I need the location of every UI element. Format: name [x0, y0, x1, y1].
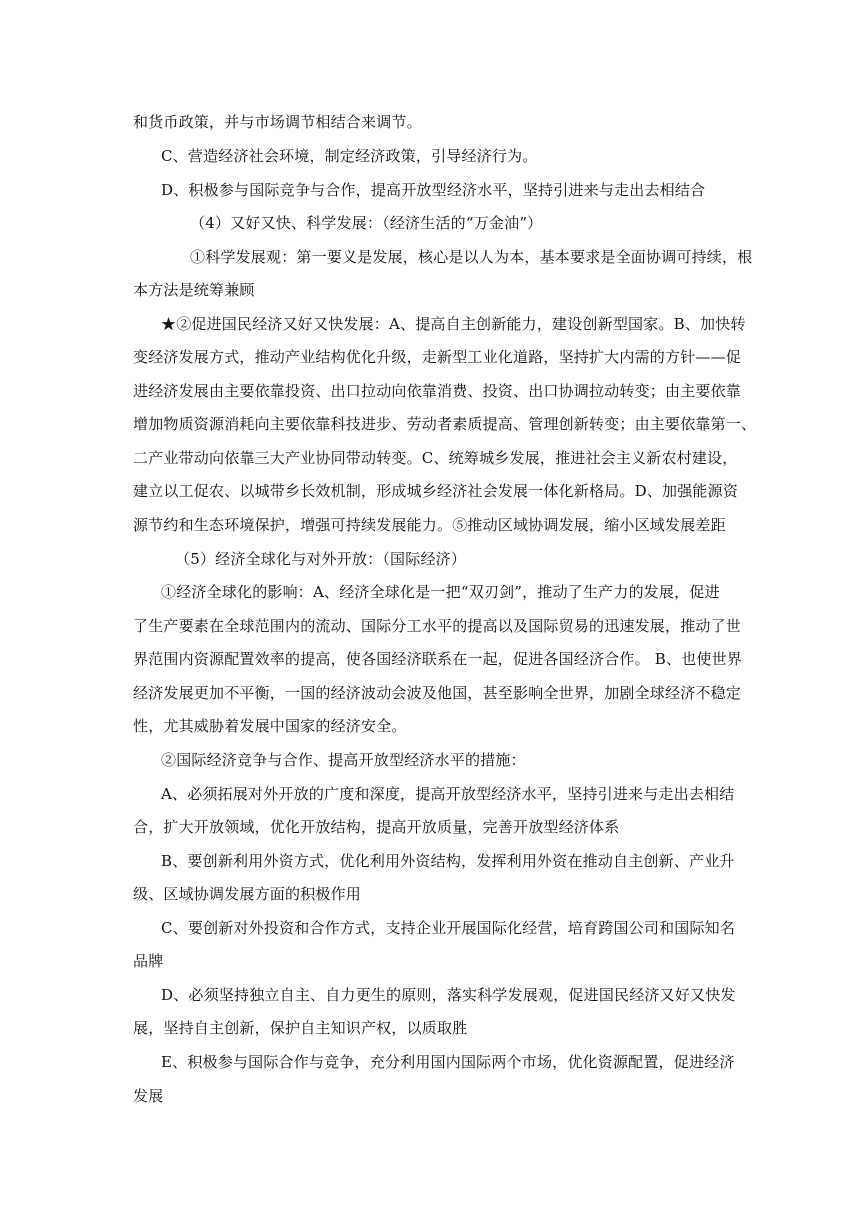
text-line: E、积极参与国际合作与竞争，充分利用国内国际两个市场，优化资源配置，促进经济 [161, 1053, 735, 1071]
text-line: C、要创新对外投资和合作方式，支持企业开展国际化经营，培育跨国公司和国际知名 [161, 919, 736, 937]
text-line: C、营造经济社会环境，制定经济政策，引导经济行为。 [161, 147, 538, 165]
text-line: 和货币政策，并与市场调节相结合来调节。 [133, 113, 422, 131]
text-line: 级、区域协调发展方面的积极作用 [133, 885, 362, 903]
text-line: 展，坚持自主创新，保护自主知识产权，以质取胜 [133, 1019, 468, 1037]
text-line: 增加物质资源消耗向主要依靠科技进步、劳动者素质提高、管理创新转变；由主要依靠第一、 [133, 415, 757, 433]
text-line: 二产业带动向依靠三大产业协同带动转变。C、统筹城乡发展，推进社会主义新农村建设， [133, 449, 738, 467]
text-line: ①科学发展观：第一要义是发展，核心是以人为本，基本要求是全面协调可持续，根 [190, 248, 753, 266]
section-heading: （4）又好又快、科学发展：（经济生活的“万金油”） [190, 214, 543, 232]
text-line: 发展 [133, 1087, 164, 1105]
section-heading: （5）经济全球化与对外开放：（国际经济） [175, 550, 467, 568]
text-line: 性，尤其威胁着发展中国家的经济安全。 [133, 717, 407, 735]
text-line: D、必须坚持独立自主、自力更生的原则，落实科学发展观，促进国民经济又好又快发 [161, 986, 736, 1004]
text-line: 经济发展更加不平衡，一国的经济波动会波及他国，甚至影响全世界，加剧全球经济不稳定 [133, 684, 742, 702]
text-line: 进经济发展由主要依靠投资、出口拉动向依靠消费、投资、出口协调拉动转变；由主要依靠 [133, 382, 742, 400]
text-line: 品牌 [133, 952, 164, 970]
text-line: 界范围内资源配置效率的提高，使各国经济联系在一起，促进各国经济合作。 B、也使世界 [133, 650, 742, 668]
text-line: 变经济发展方式，推动产业结构优化升级，走新型工业化道路，坚持扩大内需的方针——促 [133, 348, 742, 366]
text-line: ★②促进国民经济又好又快发展：A、提高自主创新能力，建设创新型国家。B、加快转 [161, 315, 746, 333]
text-line: ②国际经济竞争与合作、提高开放型经济水平的措施： [161, 751, 526, 769]
text-line: D、积极参与国际竞争与合作，提高开放型经济水平，坚持引进来与走出去相结合 [161, 181, 706, 199]
text-line: A、必须拓展对外开放的广度和深度，提高开放型经济水平，坚持引进来与走出去相结 [161, 785, 735, 803]
text-line: 了生产要素在全球范围内的流动、国际分工水平的提高以及国际贸易的迅速发展，推动了世 [133, 617, 742, 635]
text-line: 源节约和生态环境保护，增强可持续发展能力。⑤推动区域协调发展，缩小区域发展差距 [133, 516, 726, 534]
text-line: B、要创新利用外资方式，优化利用外资结构，发挥利用外资在推动自主创新、产业升 [161, 852, 735, 870]
text-line: 合，扩大开放领域，优化开放结构，提高开放质量，完善开放型经济体系 [133, 818, 620, 836]
text-line: 建立以工促农、以城带乡长效机制，形成城乡经济社会发展一体化新格局。D、加强能源资 [133, 482, 739, 500]
text-line: ①经济全球化的影响：A、经济全球化是一把“双刃剑”，推动了生产力的发展，促进 [161, 583, 720, 601]
text-line: 本方法是统筹兼顾 [133, 281, 255, 299]
